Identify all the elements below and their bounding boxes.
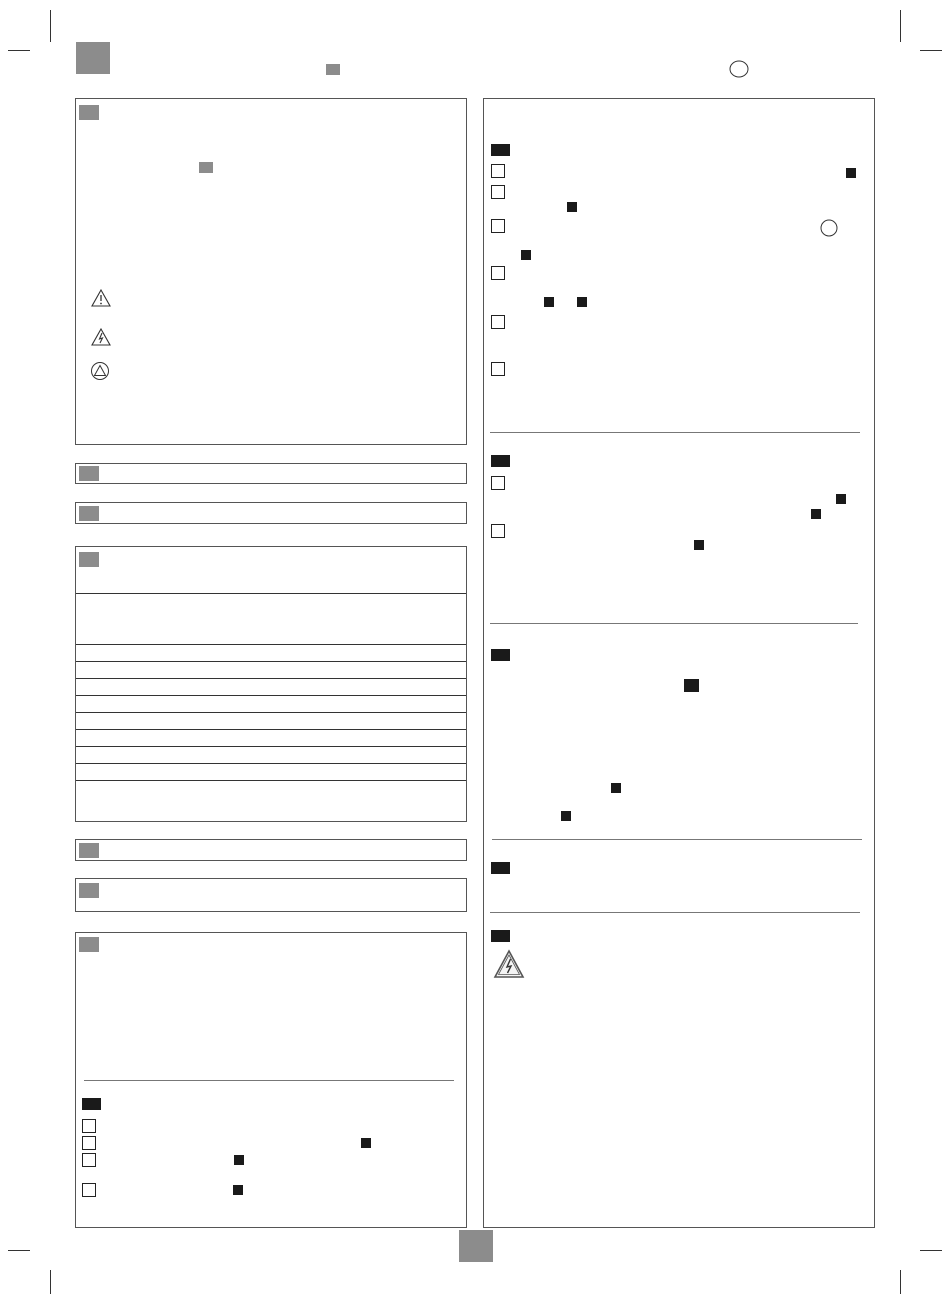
checkbox[interactable] (491, 315, 505, 329)
section-tag (79, 937, 99, 952)
table-row-divider (76, 644, 466, 645)
table-row-divider (76, 695, 466, 696)
country-code-circle-icon (729, 60, 749, 78)
checkbox[interactable] (491, 219, 505, 233)
section-divider (490, 912, 860, 913)
page-number-tab (76, 42, 110, 74)
section-tag (79, 843, 99, 858)
checkbox[interactable] (491, 362, 505, 376)
specifications-table-panel (75, 546, 467, 822)
section-divider (84, 1080, 454, 1081)
electric-hazard-icon (91, 328, 111, 346)
section-tag (79, 466, 99, 481)
reference-square (836, 494, 846, 504)
reference-square (846, 168, 856, 178)
crop-mark (8, 50, 30, 51)
page-number-tab (459, 1230, 493, 1262)
step-tag (491, 930, 510, 942)
section-tag (79, 883, 99, 898)
reference-square (577, 297, 587, 307)
right-column-panel (483, 98, 875, 1228)
reference-square (567, 202, 577, 212)
section-bar (75, 839, 467, 861)
checkbox[interactable] (82, 1119, 96, 1133)
crop-mark (8, 1250, 30, 1251)
section-tag (79, 506, 99, 521)
table-row-divider (76, 712, 466, 713)
step-tag (491, 455, 510, 467)
warning-triangle-icon (91, 289, 111, 307)
table-row-divider (76, 763, 466, 764)
table-row-divider (76, 729, 466, 730)
table-row-divider (76, 661, 466, 662)
reference-square (233, 1185, 243, 1195)
inline-gray-marker (199, 162, 213, 173)
crop-mark (50, 10, 51, 42)
step-tag (491, 862, 510, 874)
reference-square (234, 1155, 244, 1165)
crop-mark (50, 1270, 51, 1294)
electric-hazard-icon (493, 949, 525, 979)
step-tag (82, 1098, 101, 1110)
checkbox[interactable] (491, 524, 505, 538)
section-tag (79, 552, 99, 567)
section-tag (79, 105, 99, 120)
step-tag (491, 649, 510, 661)
section-divider (490, 432, 860, 433)
section-bar (75, 463, 467, 484)
crop-mark (920, 50, 942, 51)
reference-square (611, 783, 621, 793)
reference-square (544, 297, 554, 307)
reference-square (694, 540, 704, 550)
header-gray-marker (326, 64, 340, 75)
table-row-divider (76, 593, 466, 594)
table-row-divider (76, 780, 466, 781)
checkbox[interactable] (82, 1183, 96, 1197)
reference-square (811, 509, 821, 519)
reference-square (561, 811, 571, 821)
checkbox[interactable] (82, 1153, 96, 1167)
section-divider (490, 623, 858, 624)
installation-panel (75, 932, 467, 1228)
reference-square (684, 679, 699, 692)
crop-mark (900, 1270, 901, 1294)
crop-mark (920, 1250, 942, 1251)
step-tag (491, 144, 510, 156)
checkbox[interactable] (491, 185, 505, 199)
checkbox[interactable] (491, 476, 505, 490)
general-info-panel (75, 98, 467, 445)
section-bar (75, 502, 467, 524)
section-bar (75, 878, 467, 912)
reference-square (521, 250, 531, 260)
table-row-divider (76, 678, 466, 679)
section-divider (492, 839, 862, 840)
reference-square (361, 1138, 371, 1148)
circle-arrows-icon (90, 361, 110, 381)
country-code-circle-icon (820, 219, 838, 237)
checkbox[interactable] (82, 1136, 96, 1150)
crop-mark (900, 10, 901, 42)
checkbox[interactable] (491, 266, 505, 280)
checkbox[interactable] (491, 164, 505, 178)
table-row-divider (76, 746, 466, 747)
